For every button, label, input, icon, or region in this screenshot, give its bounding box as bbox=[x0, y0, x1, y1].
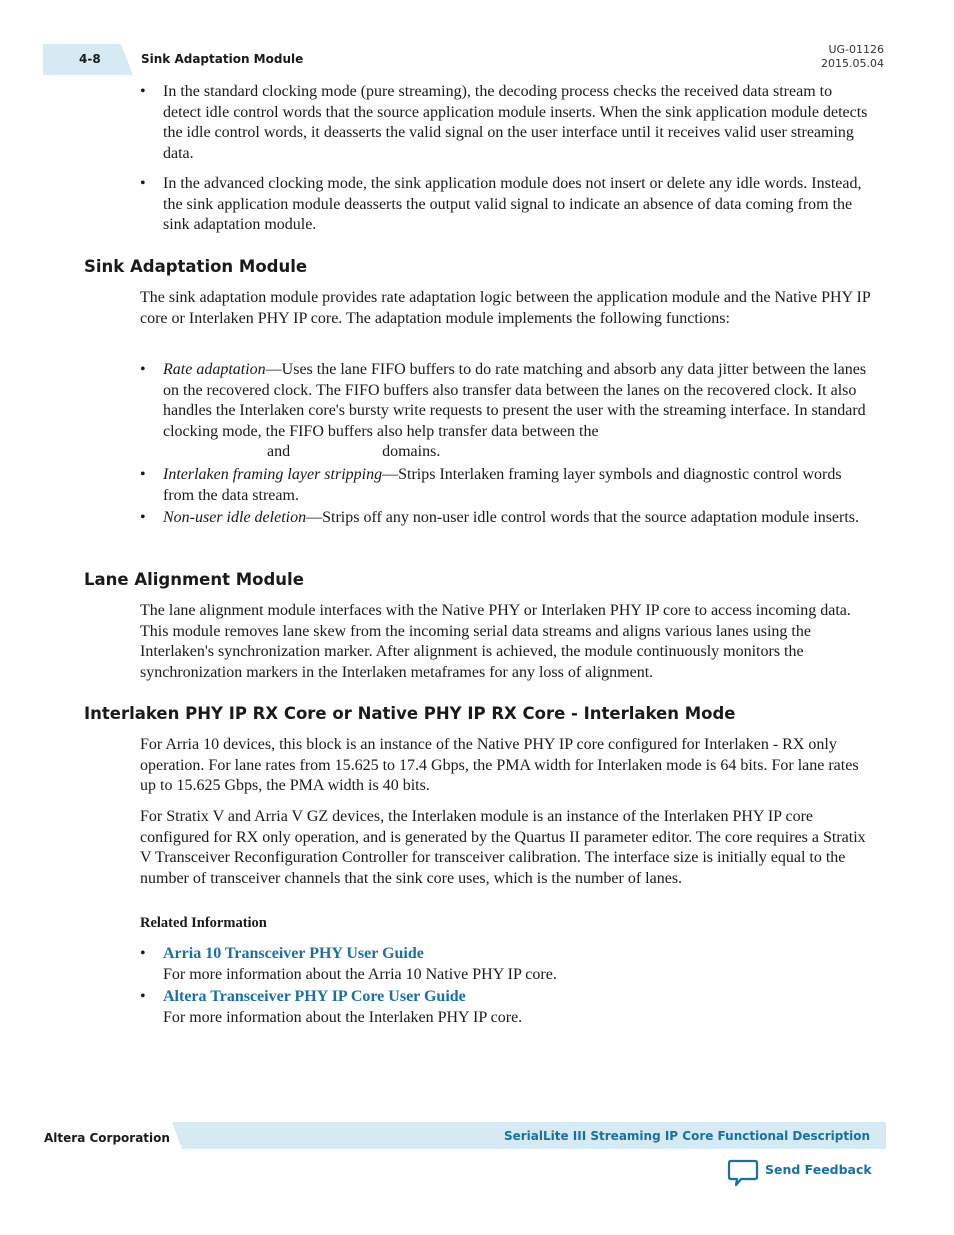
bullet-icon: • bbox=[140, 509, 146, 526]
bullet-icon: • bbox=[140, 83, 146, 100]
send-feedback-label[interactable]: Send Feedback bbox=[765, 1162, 872, 1177]
bullet-text: In the standard clocking mode (pure streaming), the decoding process checks the received data stream to detect idle control words that the source application module inserts. When the sink application module detects the idle control words, it deasserts the valid signal on the user interface until it receives valid user streaming data. bbox=[163, 83, 868, 162]
clock-domain-and: and bbox=[267, 443, 291, 461]
interlaken-phy-paragraph-2: For Stratix V and Arria V GZ devices, the Interlaken module is an instance of the Interlaken PHY IP core configured for RX only operation, and is generated by the Quartus II parameter editor. The core requires a Stratix V Transceiver Reconfiguration Controller for transceiver calibration. The interface size is initially equal to the number of transceiver channels that the sink core uses, which is the number of lanes. bbox=[140, 808, 866, 887]
bullet-text bbox=[163, 508, 873, 529]
footer-company: Altera Corporation bbox=[44, 1131, 170, 1145]
related-link-block bbox=[163, 944, 873, 985]
interlaken-phy-paragraph-1: For Arria 10 devices, this block is an instance of the Native PHY IP core configured for Interlaken - RX only operation. For lane rates from 15.625 to 17.4 Gbps, the PMA width for Interlaken mode is 64 bits. For lane rates up to 15.625 Gbps, the PMA width is 40 bits. bbox=[140, 736, 859, 795]
document-id-block bbox=[821, 43, 884, 71]
bullet-body: —Strips Interlaken framing layer symbols and diagnostic control words from the data stream. bbox=[163, 466, 842, 504]
link-description: For more information about the Arria 10 Native PHY IP core. bbox=[163, 965, 557, 983]
related-information-heading: Related Information bbox=[140, 915, 267, 931]
bullet-icon: • bbox=[140, 175, 146, 192]
sink-adaptation-heading: Sink Adaptation Module bbox=[84, 257, 308, 276]
document-date: 2015.05.04 bbox=[821, 57, 884, 70]
speech-bubble-icon bbox=[727, 1158, 759, 1188]
bullet-icon: • bbox=[140, 988, 146, 1005]
bullet-term: Interlaken framing layer stripping bbox=[163, 466, 383, 483]
clock-domain-domains: domains. bbox=[382, 443, 441, 461]
lane-alignment-heading: Lane Alignment Module bbox=[84, 570, 304, 589]
bullet-icon: • bbox=[140, 361, 146, 378]
link-arria10-phy-guide[interactable]: Arria 10 Transceiver PHY User Guide bbox=[163, 945, 424, 962]
bullet-text bbox=[163, 360, 873, 463]
document-id: UG-01126 bbox=[828, 43, 884, 56]
bullet-text: In the advanced clocking mode, the sink application module does not insert or delete any idle words. Instead, the sink application module deasserts the output valid signal to indicate an absence of data coming from the sink adaptation module. bbox=[163, 175, 862, 234]
page-number: 4-8 bbox=[79, 52, 101, 66]
bullet-term: Rate adaptation bbox=[163, 361, 266, 378]
bullet-body: —Uses the lane FIFO buffers to do rate matching and absorb any data jitter between the lanes on the recovered clock. The FIFO buffers also transfer data between the lanes on the recovered clock. It also handles the Interlaken core's bursty write requests to present the user with the streaming interface. In standard clocking mode, the FIFO buffers also help transfer data between the bbox=[163, 361, 867, 440]
footer-document-title: SerialLite III Streaming IP Core Functional Description bbox=[503, 1129, 870, 1143]
bullet-body: —Strips off any non-user idle control words that the source adaptation module inserts. bbox=[306, 509, 860, 526]
sink-adaptation-paragraph: The sink adaptation module provides rate adaptation logic between the application module and the Native PHY IP core or Interlaken PHY IP core. The adaptation module implements the following functions: bbox=[140, 289, 871, 327]
interlaken-phy-heading: Interlaken PHY IP RX Core or Native PHY IP RX Core - Interlaken Mode bbox=[84, 704, 736, 723]
related-link-block bbox=[163, 987, 873, 1028]
lane-alignment-paragraph: The lane alignment module interfaces with the Native PHY or Interlaken PHY IP core to access incoming data. This module removes lane skew from the incoming serial data streams and aligns various lanes using the Interlaken's synchronization marker. After alignment is achieved, the module continuously monitors the synchronization markers in the Interlaken metaframes for any loss of alignment. bbox=[140, 602, 851, 681]
link-altera-phy-ip-guide[interactable]: Altera Transceiver PHY IP Core User Guide bbox=[163, 988, 466, 1005]
bullet-icon: • bbox=[140, 466, 146, 483]
bullet-text bbox=[163, 465, 873, 506]
bullet-term: Non-user idle deletion bbox=[163, 509, 307, 526]
bullet-icon: • bbox=[140, 945, 146, 962]
link-description: For more information about the Interlaken PHY IP core. bbox=[163, 1008, 523, 1026]
running-section-title: Sink Adaptation Module bbox=[141, 52, 304, 66]
